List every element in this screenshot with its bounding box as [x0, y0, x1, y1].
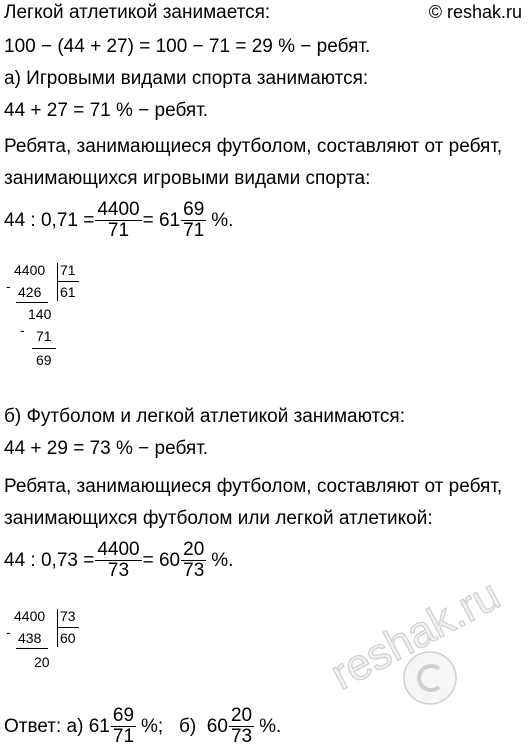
section-a-text: Ребята, занимающиеся футболом, составляют от ребят,	[4, 136, 503, 157]
long-division-a	[6, 262, 96, 387]
answer-label: Ответ: а) 61	[4, 715, 110, 737]
minus-sign: -	[6, 624, 11, 640]
division-bar	[57, 263, 58, 301]
subtrahend: 438	[18, 630, 42, 646]
minus-sign: -	[20, 322, 25, 338]
answer-mid: %; б) 60	[141, 715, 228, 737]
calc-unit: %.	[211, 549, 234, 571]
division-line	[32, 348, 56, 349]
watermark-text: reshak.ru	[322, 570, 508, 700]
divisor: 71	[60, 262, 76, 278]
fraction-denominator: 73	[107, 560, 130, 581]
section-b-equation: 44 + 29 = 73 % − ребят.	[4, 438, 209, 459]
calc-eq: = 61	[142, 209, 181, 231]
fraction-numerator: 69	[112, 705, 135, 726]
answer-fraction-a	[111, 706, 136, 747]
remainder: 20	[34, 654, 50, 670]
fraction-numerator: 20	[230, 705, 253, 726]
division-line	[16, 302, 48, 303]
subtrahend: 71	[36, 328, 52, 344]
fraction	[95, 200, 141, 241]
mixed-fraction	[181, 200, 206, 241]
calc-unit: %.	[211, 209, 234, 231]
division-bar	[57, 609, 58, 647]
answer-fraction-b	[229, 706, 254, 747]
section-b-title: б) Футболом и легкой атлетикой занимаются:	[4, 406, 405, 427]
calc-lhs: 44 : 0,71 =	[4, 209, 95, 231]
division-bar	[57, 627, 79, 628]
fraction-denominator: 71	[183, 220, 205, 241]
calc-eq: = 60	[142, 549, 181, 571]
fraction-denominator: 73	[183, 560, 205, 581]
site-credit: © reshak.ru	[428, 2, 522, 22]
quotient: 60	[60, 630, 76, 646]
equation-line: 100 − (44 + 27) = 100 − 71 = 29 % − ребят.	[4, 36, 371, 57]
minus-sign: -	[6, 278, 11, 294]
dividend: 4400	[14, 608, 46, 624]
answer-end: %.	[259, 715, 282, 737]
fraction-numerator: 69	[183, 199, 205, 220]
division-bar	[57, 281, 79, 282]
fraction	[95, 540, 141, 581]
subtrahend: 426	[18, 284, 42, 300]
fraction-denominator: 73	[230, 726, 253, 747]
section-b-text: занимающихся футболом или легкой атлетикой:	[4, 508, 433, 529]
section-b-text: Ребята, занимающиеся футболом, составляют от ребят,	[4, 476, 503, 497]
division-line	[16, 648, 48, 649]
remainder: 140	[28, 306, 52, 322]
fraction-numerator: 4400	[97, 199, 140, 220]
fraction-numerator: 20	[183, 539, 205, 560]
reshak-watermark	[318, 560, 518, 710]
answer-line	[4, 706, 281, 747]
section-a-title: а) Игровыми видами спорта занимаются:	[4, 68, 369, 89]
calc-a	[4, 200, 233, 241]
quotient: 61	[60, 284, 76, 300]
section-a-equation: 44 + 27 = 71 % − ребят.	[4, 100, 209, 121]
header-title: Легкой атлетикой занимается:	[4, 2, 271, 23]
section-a-text: занимающихся игровыми видами спорта:	[4, 168, 371, 189]
dividend: 4400	[14, 262, 46, 278]
mixed-fraction	[181, 540, 206, 581]
divisor: 73	[60, 608, 76, 624]
remainder: 69	[36, 352, 52, 368]
fraction-denominator: 71	[107, 220, 130, 241]
fraction-numerator: 4400	[97, 539, 140, 560]
calc-lhs: 44 : 0,73 =	[4, 549, 95, 571]
calc-b	[4, 540, 233, 581]
copyright-icon	[404, 652, 456, 704]
long-division-b	[6, 608, 96, 683]
fraction-denominator: 71	[112, 726, 135, 747]
